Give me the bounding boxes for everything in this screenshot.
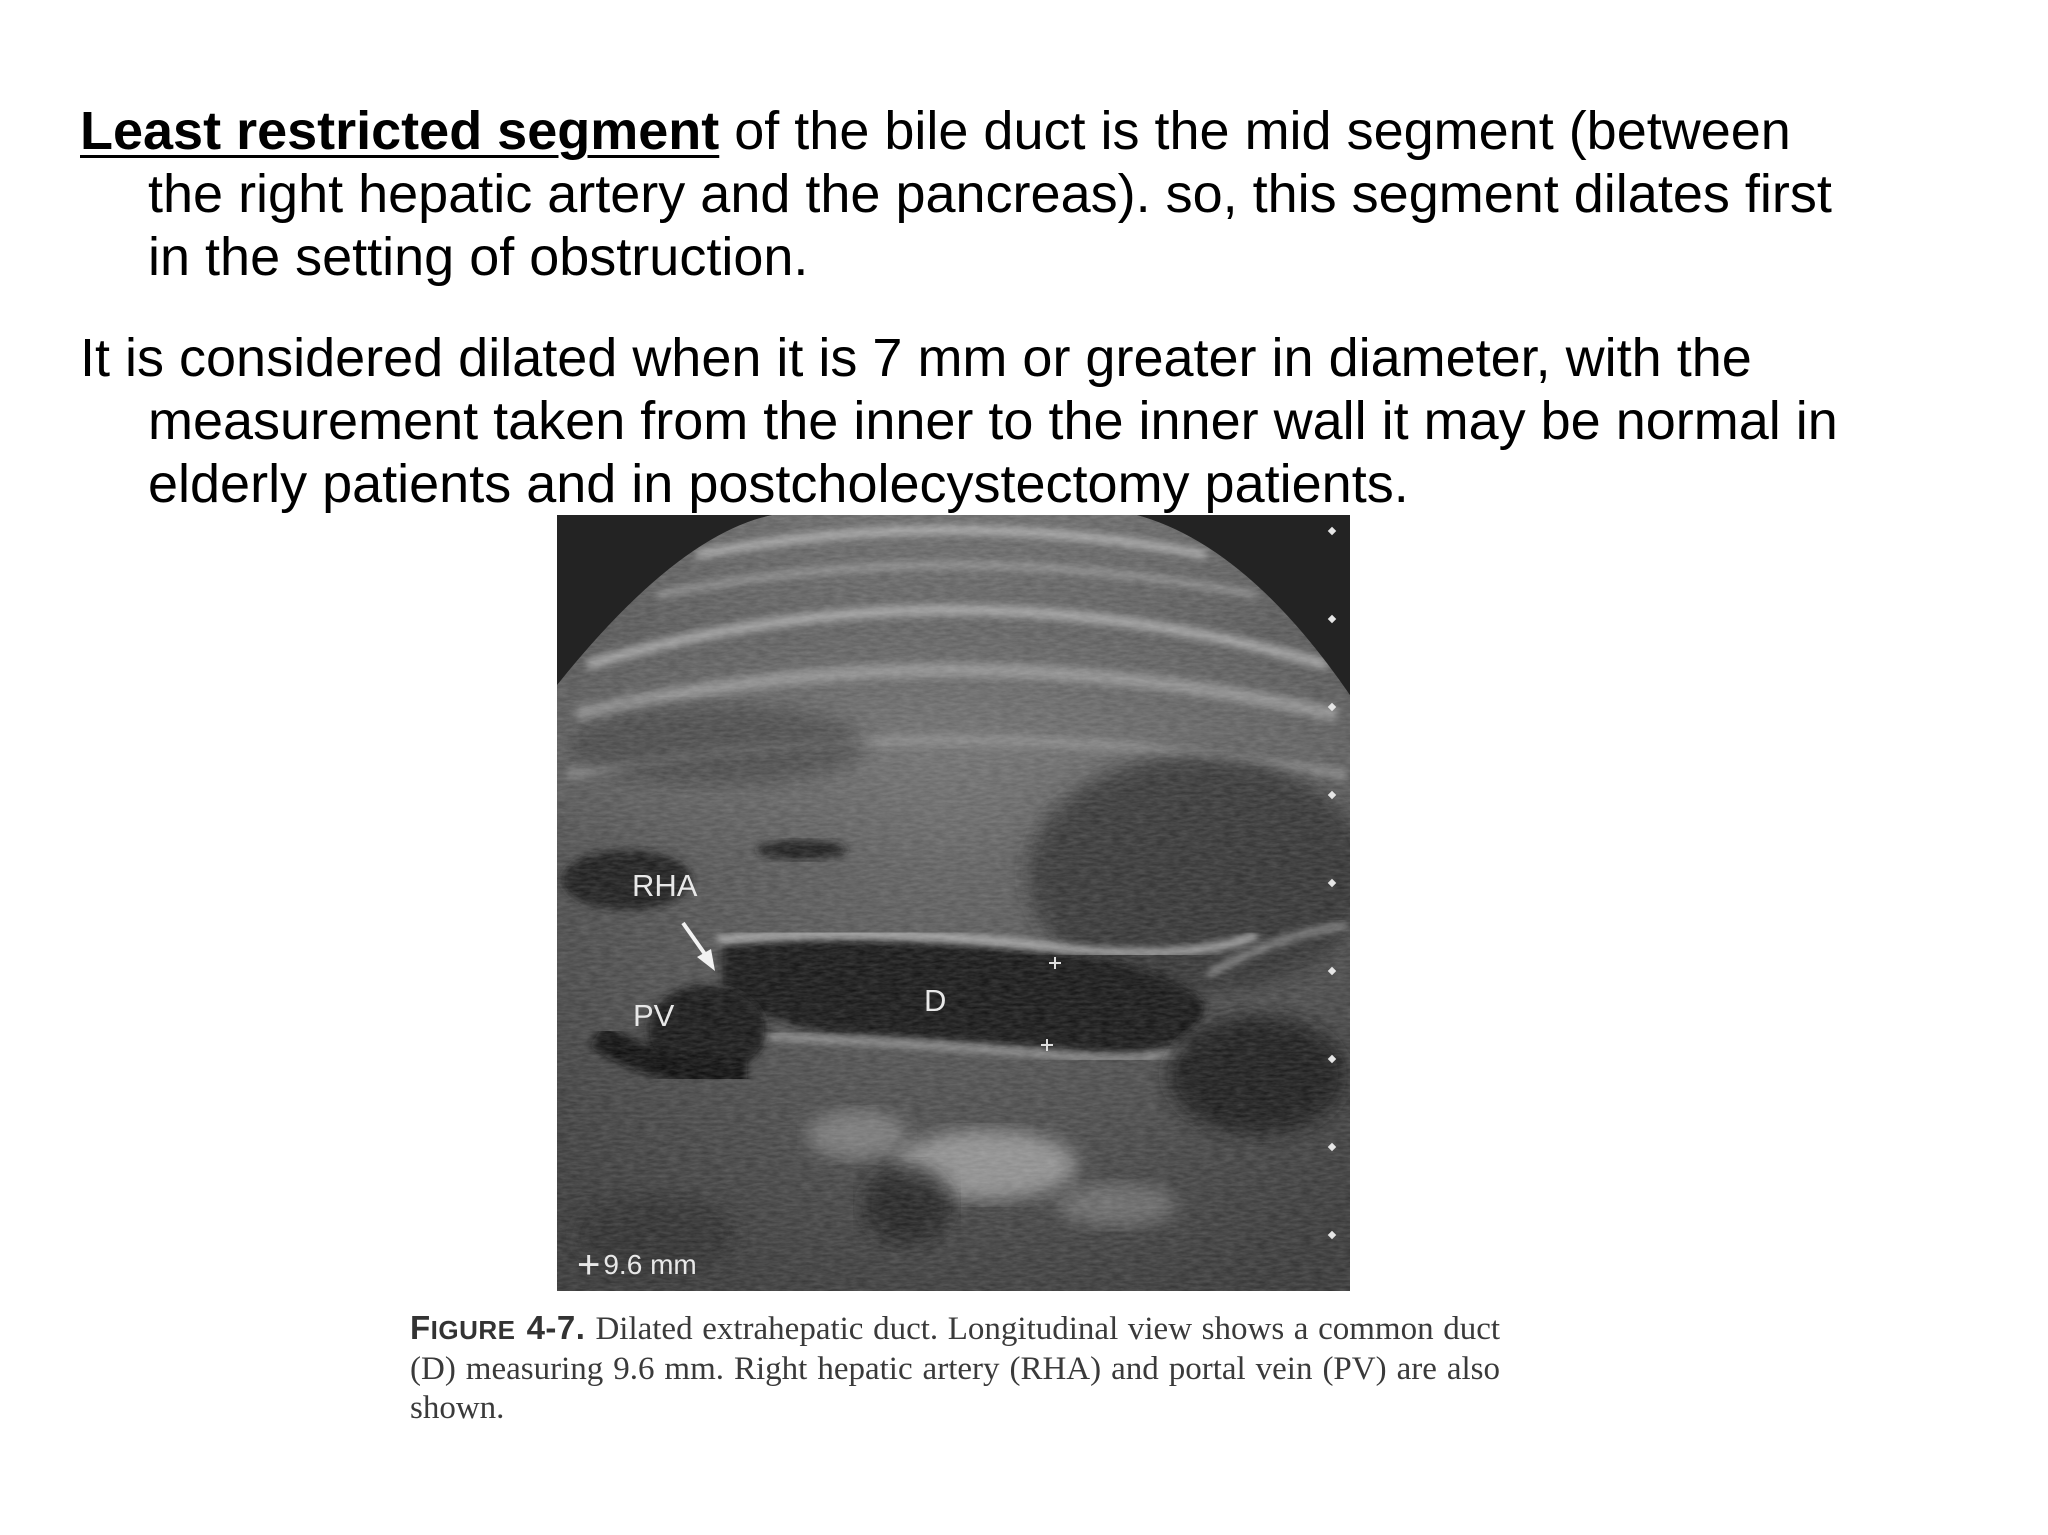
figure-number: [410, 1309, 585, 1346]
measurement-value: 9.6 mm: [603, 1249, 697, 1280]
figure-caption: [410, 1308, 1500, 1428]
label-d: D: [924, 983, 947, 1018]
label-rha: RHA: [632, 868, 698, 903]
paragraph-least-restricted-segment: [80, 100, 1840, 289]
caption-head-rest: IGURE: [430, 1315, 516, 1345]
paragraph-text: of the bile duct is the mid segment (between the right hepatic artery and the pancreas). so, this segment dilates first in the setting of obstruction.: [148, 101, 1832, 287]
caption-head-initial: F: [410, 1309, 431, 1346]
ultrasound-image: [557, 515, 1350, 1291]
label-pv: PV: [633, 998, 675, 1033]
measurement-readout: [577, 1243, 697, 1287]
emphasized-term: Least restricted segment: [80, 101, 720, 161]
ultrasound-scan: [557, 515, 1350, 1291]
paragraph-text: It is considered dilated when it is 7 mm or greater in diameter, with the measurement taken from the inner to the inner wall it may be normal in elderly patients and in postcholecystectomy patients.: [80, 328, 1838, 514]
caption-text: Dilated extrahepatic duct. Longitudinal view shows a common duct (D) measuring 9.6 mm. Right hepatic artery (RHA) and portal vein (PV) are also shown.: [410, 1311, 1501, 1426]
caliper-plus-icon: +: [577, 1243, 601, 1287]
caption-number: 4-7.: [526, 1309, 586, 1346]
paragraph-dilation-criteria: [80, 327, 1980, 516]
